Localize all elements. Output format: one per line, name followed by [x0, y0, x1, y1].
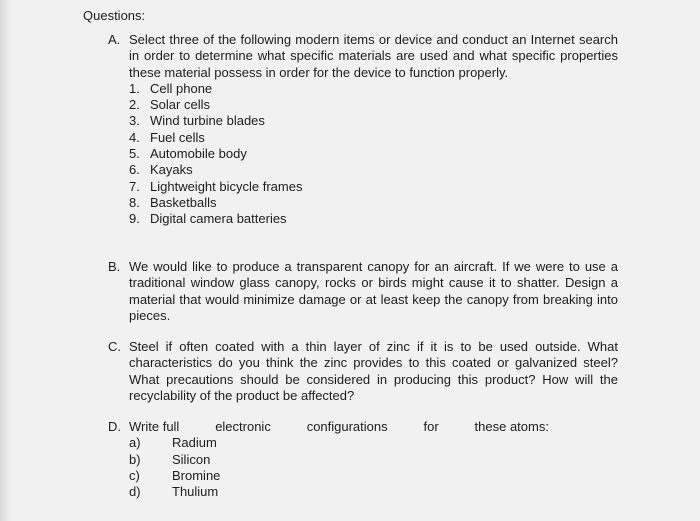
list-item-number: 8.	[129, 194, 140, 210]
list-item-number: 5.	[129, 146, 140, 162]
question-a-letter: A.	[108, 32, 121, 47]
question-d	[108, 419, 618, 500]
list-item-letter: b)	[129, 451, 141, 467]
device-list	[129, 81, 618, 228]
prompt-word: these atoms:	[474, 419, 549, 434]
prompt-word: for	[423, 419, 439, 434]
list-item-text: Basketballs	[150, 194, 217, 210]
question-a-prompt: Select three of the following modern items or device and conduct an Internet search in order to determine what specific materials are used and what specific properties these material possess in order for the device to function properly.	[129, 32, 618, 80]
question-c	[108, 339, 618, 404]
list-item	[129, 179, 618, 195]
page-shadow-edge	[0, 0, 12, 521]
list-item-number: 9.	[129, 211, 140, 227]
question-a	[108, 32, 618, 228]
prompt-word: electronic	[215, 419, 271, 434]
question-c-letter: C.	[108, 339, 121, 354]
list-item	[129, 452, 618, 468]
list-item-text: Thulium	[172, 484, 219, 500]
list-item-text: Solar cells	[150, 97, 210, 113]
question-b	[108, 259, 618, 324]
list-item-text: Wind turbine blades	[150, 113, 265, 129]
prompt-word: configurations	[306, 419, 388, 434]
list-item-letter: d)	[129, 484, 141, 500]
list-item	[129, 146, 618, 162]
list-item-text: Bromine	[172, 467, 221, 483]
list-item-text: Digital camera batteries	[150, 211, 287, 227]
list-item-text: Cell phone	[150, 80, 213, 96]
list-item-number: 3.	[129, 113, 140, 129]
list-item	[129, 468, 618, 484]
question-b-letter: B.	[108, 259, 121, 274]
list-item-number: 7.	[129, 178, 140, 194]
list-item	[129, 211, 618, 227]
question-c-text: Steel if often coated with a thin layer of zinc if it is to be used outside. What characteristics do you think the zinc provides to this coated or galvanized steel? What precautions should be considered in producing this product? How will the recyclability of the product be affected?	[129, 339, 618, 403]
list-item-number: 4.	[129, 129, 140, 145]
list-item	[129, 195, 618, 211]
list-item-number: 1.	[129, 80, 140, 96]
questions-heading: Questions:	[83, 8, 146, 23]
list-item-letter: a)	[129, 435, 141, 451]
list-item-text: Lightweight bicycle frames	[150, 178, 303, 194]
list-item-letter: c)	[129, 467, 140, 483]
list-item	[129, 130, 618, 146]
list-item	[129, 97, 618, 113]
list-item	[129, 81, 618, 97]
question-d-letter: D.	[108, 419, 121, 434]
list-item-text: Silicon	[172, 451, 211, 467]
list-item-text: Fuel cells	[150, 129, 205, 145]
question-d-prompt	[129, 419, 549, 435]
list-item-number: 6.	[129, 162, 140, 178]
list-item	[129, 113, 618, 129]
list-item-text: Kayaks	[150, 162, 193, 178]
list-item-text: Radium	[172, 435, 217, 451]
list-item	[129, 484, 618, 500]
question-b-text: We would like to produce a transparent canopy for an aircraft. If we were to use a traditional window glass canopy, rocks or birds might cause it to shatter. Design a material that would minimize damage or at least keep the canopy from breaking into pieces.	[129, 259, 618, 323]
list-item-number: 2.	[129, 97, 140, 113]
list-item-text: Automobile body	[150, 146, 247, 162]
prompt-word: Write full	[129, 419, 180, 434]
atom-list	[129, 435, 618, 500]
list-item	[129, 435, 618, 451]
list-item	[129, 162, 618, 178]
